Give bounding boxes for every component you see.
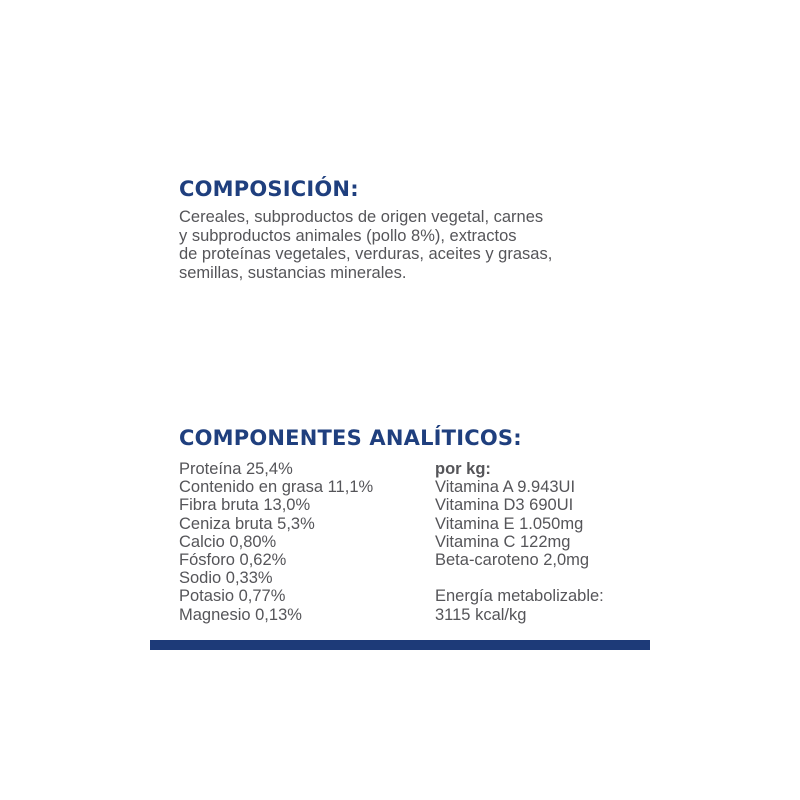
additive-value: Vitamina C 122mg bbox=[435, 532, 571, 551]
additive-value: Vitamina D3 690UI bbox=[435, 496, 574, 515]
additive-value: Vitamina E 1.050mg bbox=[435, 514, 584, 533]
analytical-value: Fósforo 0,62% bbox=[179, 551, 287, 570]
per-kg-label: por kg: bbox=[435, 460, 491, 478]
analytical-value: Potasio 0,77% bbox=[179, 587, 286, 606]
composition-text bbox=[179, 208, 649, 282]
composition-line: Cereales, subproductos de origen vegetal, carnes bbox=[179, 208, 544, 226]
analytical-value: Fibra bruta 13,0% bbox=[179, 496, 311, 515]
composition-heading: COMPOSICIÓN: bbox=[179, 177, 359, 201]
analytical-value: Proteína 25,4% bbox=[179, 460, 293, 478]
analytical-values-list bbox=[179, 460, 373, 624]
list-spacer bbox=[435, 569, 604, 587]
analytical-value: Calcio 0,80% bbox=[179, 532, 277, 551]
additive-value: Vitamina A 9.943UI bbox=[435, 478, 576, 497]
composition-line: semillas, sustancias minerales. bbox=[179, 263, 407, 282]
analytical-components-heading: COMPONENTES ANALÍTICOS: bbox=[179, 426, 522, 450]
analytical-value: Contenido en grasa 11,1% bbox=[179, 478, 374, 497]
bottom-divider-bar bbox=[150, 640, 650, 650]
energy-value: 3115 kcal/kg bbox=[435, 605, 527, 624]
analytical-value: Sodio 0,33% bbox=[179, 569, 273, 588]
energy-label: Energía metabolizable: bbox=[435, 587, 604, 606]
analytical-value: Ceniza bruta 5,3% bbox=[179, 514, 315, 533]
additives-list bbox=[435, 460, 604, 624]
analytical-value: Magnesio 0,13% bbox=[179, 605, 302, 624]
composition-line: de proteínas vegetales, verduras, aceites y grasas, bbox=[179, 245, 553, 263]
additive-value: Beta-caroteno 2,0mg bbox=[435, 551, 590, 570]
composition-line: y subproductos animales (pollo 8%), extractos bbox=[179, 226, 517, 245]
